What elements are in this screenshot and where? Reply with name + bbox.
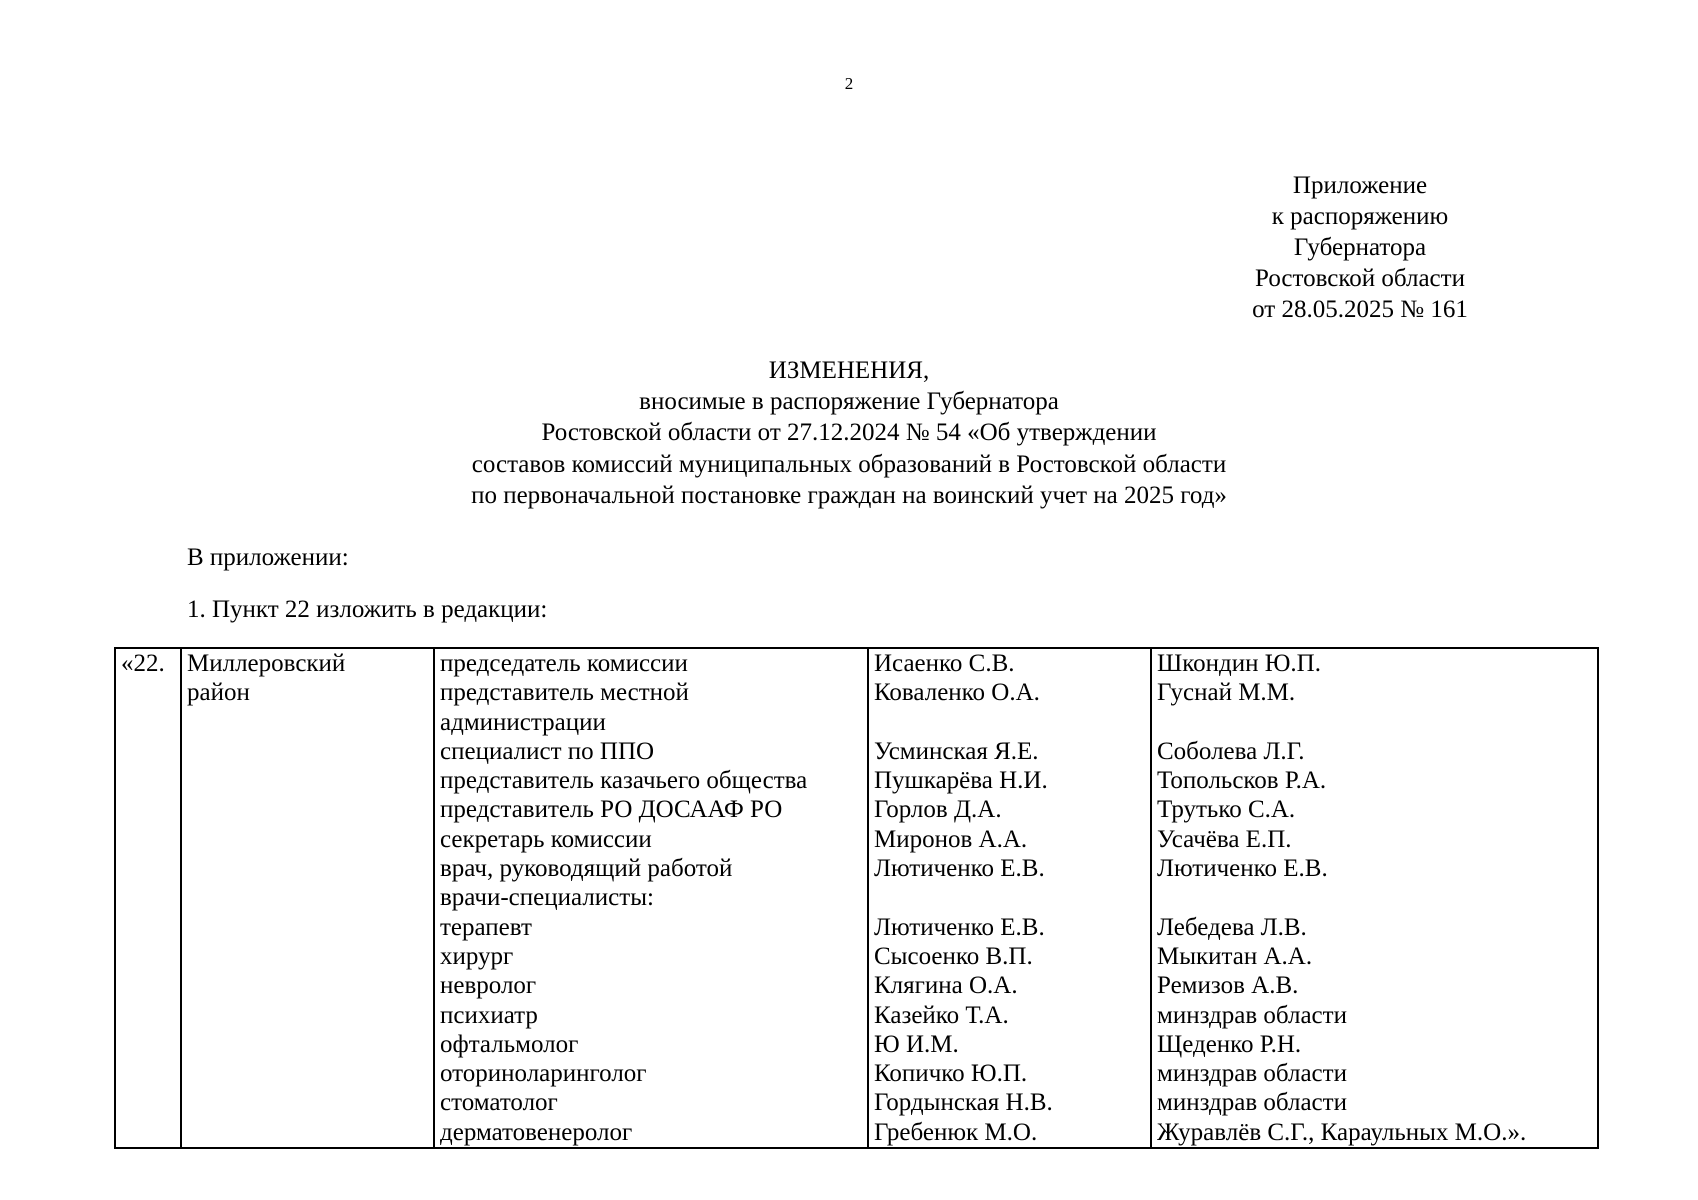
appendix-line: от 28.05.2025 № 161 <box>1252 296 1468 323</box>
row-number-cell <box>115 737 181 766</box>
district-cell <box>181 1088 434 1117</box>
table-row <box>115 883 1598 912</box>
table-row <box>115 1059 1598 1088</box>
role-cell: врач, руководящий работой <box>434 854 868 883</box>
intro-item: 1. Пункт 22 изложить в редакции: <box>187 596 548 623</box>
reserve-member-cell <box>1151 883 1598 912</box>
appendix-line: Приложение <box>1292 172 1428 199</box>
reserve-member-cell: минздрав области <box>1151 1059 1598 1088</box>
role-cell: оториноларинголог <box>434 1059 868 1088</box>
member-cell: Миронов А.А. <box>868 825 1151 854</box>
table-row <box>115 1001 1598 1030</box>
reserve-member-cell: Щеденко Р.Н. <box>1151 1030 1598 1059</box>
member-cell: Усминская Я.Е. <box>868 737 1151 766</box>
row-number-cell <box>115 708 181 737</box>
role-cell: стоматолог <box>434 1088 868 1117</box>
reserve-member-cell: Шкондин Ю.П. <box>1151 648 1598 678</box>
appendix-line: Ростовской области <box>1255 265 1465 292</box>
table-row <box>115 648 1598 678</box>
row-number-cell <box>115 1001 181 1030</box>
row-number-cell <box>115 883 181 912</box>
reserve-member-cell <box>1151 708 1598 737</box>
reserve-member-cell: Трутько С.А. <box>1151 795 1598 824</box>
appendix-line: Губернатора <box>1293 234 1427 261</box>
district-cell <box>181 1030 434 1059</box>
appendix-block <box>1200 170 1520 325</box>
district-cell <box>181 854 434 883</box>
commission-table <box>114 647 1599 1149</box>
row-number-cell <box>115 678 181 707</box>
reserve-member-cell: минздрав области <box>1151 1088 1598 1117</box>
district-cell <box>181 913 434 942</box>
heading-line: вносимые в распоряжение Губернатора <box>639 388 1059 416</box>
role-cell: представитель РО ДОСААФ РО <box>434 795 868 824</box>
role-cell: врачи-специалисты: <box>434 883 868 912</box>
row-number-cell <box>115 971 181 1000</box>
table-row <box>115 971 1598 1000</box>
district-cell: район <box>181 678 434 707</box>
heading-line: составов комиссий муниципальных образований в Ростовской области <box>471 450 1227 478</box>
row-number-cell <box>115 942 181 971</box>
reserve-member-cell: Лебедева Л.В. <box>1151 913 1598 942</box>
role-cell: офтальмолог <box>434 1030 868 1059</box>
district-cell: Миллеровский <box>181 648 434 678</box>
role-cell: хирург <box>434 942 868 971</box>
table-row <box>115 737 1598 766</box>
district-cell <box>181 708 434 737</box>
appendix-line: к распоряжению <box>1271 203 1449 230</box>
reserve-member-cell: Усачёва Е.П. <box>1151 825 1598 854</box>
member-cell: Копичко Ю.П. <box>868 1059 1151 1088</box>
district-cell <box>181 1059 434 1088</box>
reserve-member-cell: Мыкитан А.А. <box>1151 942 1598 971</box>
member-cell: Казейко Т.А. <box>868 1001 1151 1030</box>
row-number-cell <box>115 854 181 883</box>
member-cell: Лютиченко Е.В. <box>868 913 1151 942</box>
row-number-cell: «22. <box>115 648 181 678</box>
table-row <box>115 795 1598 824</box>
role-cell: дерматовенеролог <box>434 1118 868 1148</box>
row-number-cell <box>115 1059 181 1088</box>
reserve-member-cell: Топольсков Р.А. <box>1151 766 1598 795</box>
member-cell <box>868 708 1151 737</box>
member-cell: Пушкарёва Н.И. <box>868 766 1151 795</box>
row-number-cell <box>115 766 181 795</box>
member-cell: Исаенко С.В. <box>868 648 1151 678</box>
role-cell: специалист по ППО <box>434 737 868 766</box>
role-cell: представитель казачьего общества <box>434 766 868 795</box>
district-cell <box>181 1118 434 1148</box>
row-number-cell <box>115 825 181 854</box>
role-cell: представитель местной <box>434 678 868 707</box>
reserve-member-cell: минздрав области <box>1151 1001 1598 1030</box>
table-row <box>115 1088 1598 1117</box>
district-cell <box>181 825 434 854</box>
intro-text: В приложении: <box>187 544 349 571</box>
table-row <box>115 766 1598 795</box>
role-cell: секретарь комиссии <box>434 825 868 854</box>
member-cell: Гребенюк М.О. <box>868 1118 1151 1148</box>
table-row <box>115 825 1598 854</box>
table-row <box>115 913 1598 942</box>
table-row <box>115 1030 1598 1059</box>
document-heading <box>0 355 1698 511</box>
district-cell <box>181 942 434 971</box>
member-cell: Коваленко О.А. <box>868 678 1151 707</box>
district-cell <box>181 971 434 1000</box>
member-cell: Сысоенко В.П. <box>868 942 1151 971</box>
member-cell: Гордынская Н.В. <box>868 1088 1151 1117</box>
table-row <box>115 1118 1598 1148</box>
reserve-member-cell: Лютиченко Е.В. <box>1151 854 1598 883</box>
heading-line: ИЗМЕНЕНИЯ, <box>768 357 930 384</box>
role-cell: психиатр <box>434 1001 868 1030</box>
heading-line: Ростовской области от 27.12.2024 № 54 «Об утверждении <box>541 419 1157 447</box>
district-cell <box>181 1001 434 1030</box>
member-cell: Горлов Д.А. <box>868 795 1151 824</box>
role-cell: невролог <box>434 971 868 1000</box>
role-cell: председатель комиссии <box>434 648 868 678</box>
role-cell: администрации <box>434 708 868 737</box>
commission-table-body <box>115 648 1598 1148</box>
reserve-member-cell: Гуснай М.М. <box>1151 678 1598 707</box>
page-number: 2 <box>844 74 854 93</box>
table-row <box>115 708 1598 737</box>
reserve-member-cell: Соболева Л.Г. <box>1151 737 1598 766</box>
member-cell <box>868 883 1151 912</box>
row-number-cell <box>115 1030 181 1059</box>
district-cell <box>181 766 434 795</box>
member-cell: Ю И.М. <box>868 1030 1151 1059</box>
table-row <box>115 942 1598 971</box>
role-cell: терапевт <box>434 913 868 942</box>
row-number-cell <box>115 1118 181 1148</box>
reserve-member-cell: Ремизов А.В. <box>1151 971 1598 1000</box>
reserve-member-cell: Журавлёв С.Г., Караульных М.О.». <box>1151 1118 1598 1148</box>
district-cell <box>181 737 434 766</box>
member-cell: Клягина О.А. <box>868 971 1151 1000</box>
row-number-cell <box>115 1088 181 1117</box>
district-cell <box>181 795 434 824</box>
member-cell: Лютиченко Е.В. <box>868 854 1151 883</box>
row-number-cell <box>115 913 181 942</box>
row-number-cell <box>115 795 181 824</box>
district-cell <box>181 883 434 912</box>
heading-line: по первоначальной постановке граждан на воинский учет на 2025 год» <box>471 481 1227 509</box>
table-row <box>115 854 1598 883</box>
table-row <box>115 678 1598 707</box>
